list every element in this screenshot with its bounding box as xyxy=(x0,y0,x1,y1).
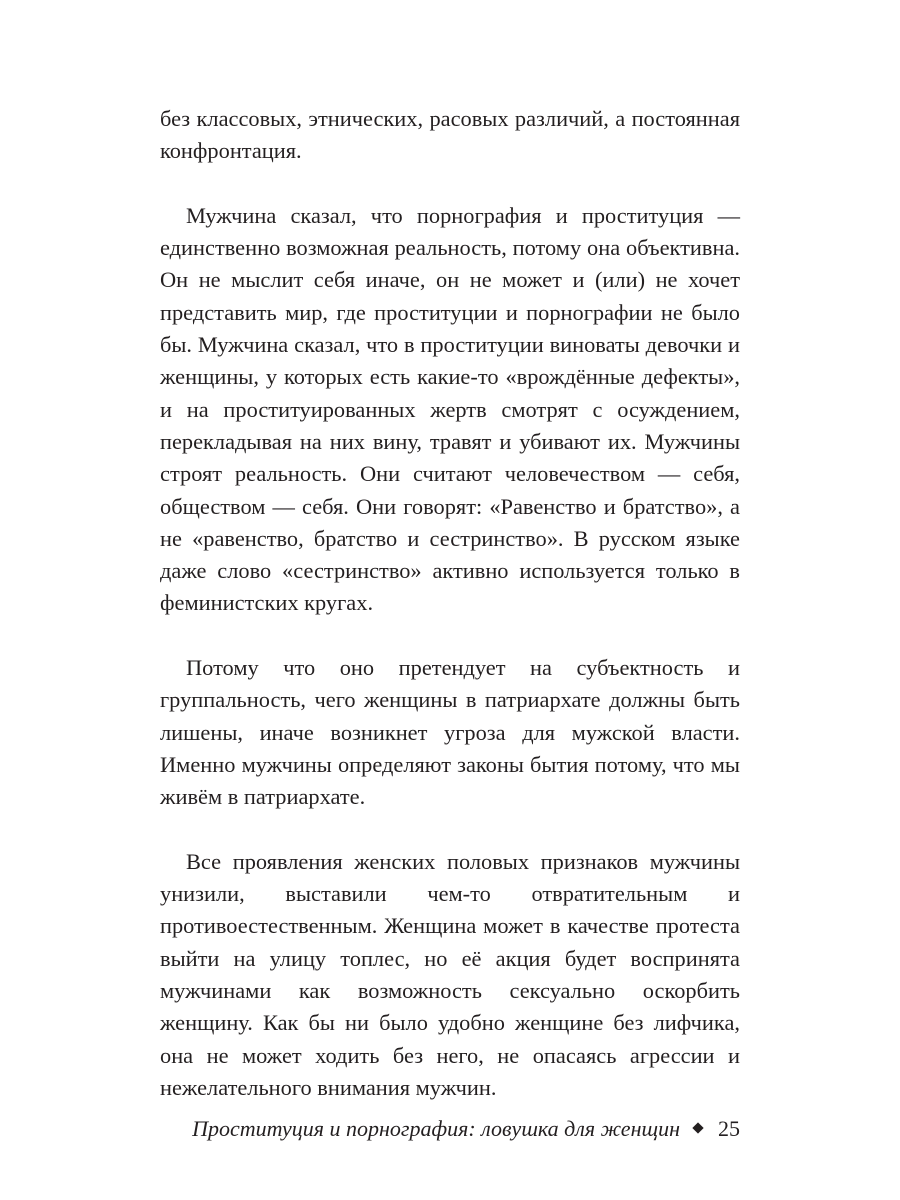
line: активно используется только в феминистских кругах. xyxy=(160,558,740,616)
line: как возможность сексуально оскорбить женщину. Как бы xyxy=(160,978,740,1036)
line: конфронтация. xyxy=(160,138,302,164)
paragraph-2 xyxy=(160,200,740,620)
body-text xyxy=(160,103,740,1104)
line: ни было удобно женщине без лифчика, она не может хо xyxy=(160,1010,740,1068)
paragraph-1 xyxy=(160,103,740,168)
line: Они считают человечеством — себя, обществом — себя. Они xyxy=(160,461,740,519)
line: сказал, что в проституции виноваты девочки и женщины, xyxy=(160,332,740,390)
diamond-icon xyxy=(692,1122,703,1133)
line: стественным. Женщина может в качестве протеста выйти xyxy=(160,913,740,971)
paragraph-4 xyxy=(160,846,740,1104)
line: Потому что оно претендует на субъектность и группаль xyxy=(160,655,740,713)
paragraph-3 xyxy=(160,652,740,813)
running-head: Проституция и порнография: ловушка для женщин xyxy=(192,1116,680,1141)
line: Все проявления женских половых признаков мужчины xyxy=(186,848,740,874)
line: ность, чего женщины в патриархате должны быть лишены, xyxy=(160,687,740,745)
line: говорят: «Равенство и братство», а не «равенство, братство xyxy=(160,493,740,551)
line: унизили, выставили чем-то отвратительным и противое xyxy=(160,881,740,939)
line: иначе возникнет угроза для мужской власти. Именно муж xyxy=(160,719,740,777)
line: дить без него, не опасаясь агрессии и нежелательного вни xyxy=(160,1042,740,1100)
line: Мужчина сказал, что порнография и проституция — един xyxy=(160,202,740,261)
line: у которых есть какие-то «врождённые дефекты», и на прости xyxy=(160,364,740,422)
line: мания мужчин. xyxy=(351,1074,497,1100)
line: них вину, травят и убивают их. Мужчины строят реальность. xyxy=(160,428,740,487)
page-number: 25 xyxy=(718,1116,740,1141)
line: чины определяют законы бытия потому, что мы живём в па xyxy=(160,751,740,810)
line: мир, где проституции и порнографии не было бы. Мужчина xyxy=(160,299,740,358)
line: без классовых, этнических, расовых различий, а постоянная xyxy=(160,106,740,131)
line: и сестринство». В русском языке даже слово «сестринство» xyxy=(160,525,740,584)
page-footer xyxy=(160,1113,740,1145)
line: туированных жертв смотрят с осуждением, перекладывая на xyxy=(160,396,740,454)
line: ственно возможная реальность, потому она объективна. Он не xyxy=(160,235,740,293)
line: триархате. xyxy=(265,784,366,810)
line: на улицу топлес, но её акция будет воспринята мужчинами xyxy=(160,945,740,1004)
line: мыслит себя иначе, он не может и (или) не хочет представить xyxy=(160,267,740,325)
